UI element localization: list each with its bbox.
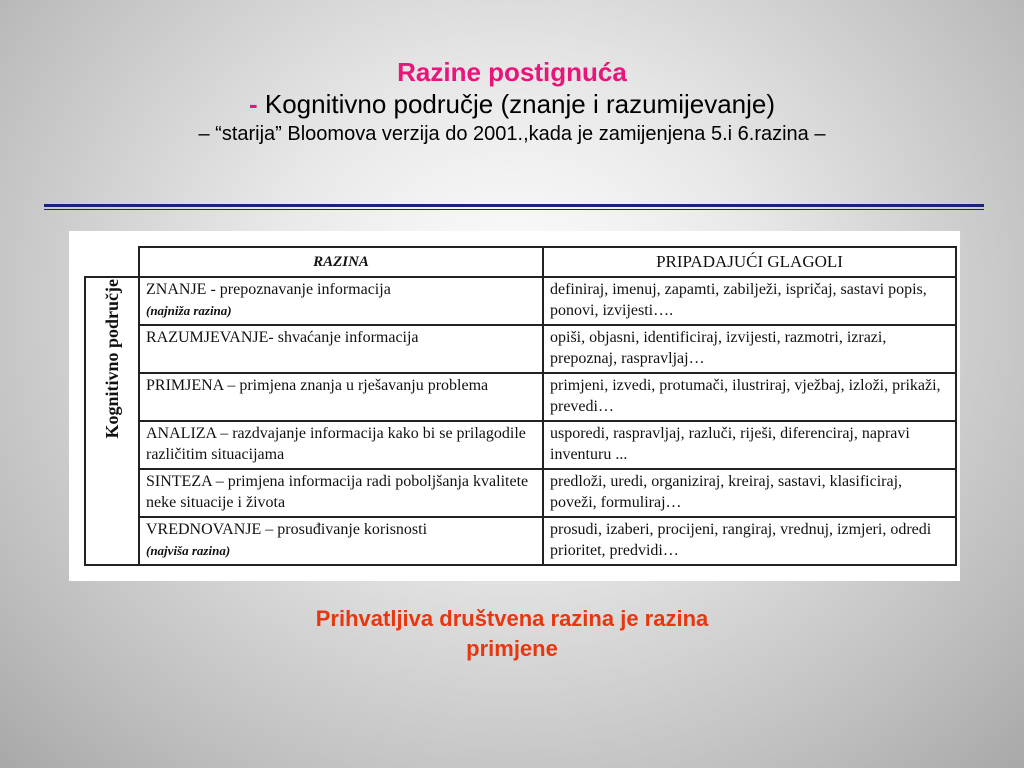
footer-line-2: primjene [466,636,558,661]
level-text: ANALIZA – razdvajanje informacija kako bi se prilagodile različitim situacijama [146,425,526,463]
level-text: ZNANJE - prepoznavanje informacija [146,281,391,298]
subtitle-text: Kognitivno područje (znanje i razumijevanje) [264,89,776,119]
level-text: SINTEZA – primjena informacija radi poboljšanja kvalitete neke situacije i života [146,473,529,511]
level-cell [139,469,543,517]
footer-note [0,604,1024,664]
bloom-table [84,246,957,566]
level-cell [139,373,543,421]
level-cell [139,325,543,373]
table-row [85,421,956,469]
verbs-cell: usporedi, raspravljaj, razluči, riješi, diferenciraj, napravi inventuru ... [543,421,956,469]
level-text: RAZUMJEVANJE- shvaćanje informacija [146,329,419,346]
verbs-cell: primjeni, izvedi, protumači, ilustriraj, vježbaj, izloži, prikaži, prevedi… [543,373,956,421]
verbs-cell: predloži, uredi, organiziraj, kreiraj, sastavi, klasificiraj, poveži, formuliraj… [543,469,956,517]
slide-title: Razine postignuća [397,57,627,87]
header-blank-cell [85,247,139,277]
table-row [85,325,956,373]
slide-note: – “starija” Bloomova verzija do 2001.,kada je zamijenjena 5.i 6.razina – [198,123,826,145]
verbs-cell: prosudi, izaberi, procijeni, rangiraj, vrednuj, izmjeri, odredi prioritet, predvidi… [543,517,956,565]
verbs-cell: opiši, objasni, identificiraj, izvijesti, razmotri, izrazi, prepoznaj, raspravljaj… [543,325,956,373]
header-level: RAZINA [139,247,543,277]
footer-line-1: Prihvatljiva društvena razina je razina [315,606,709,631]
slide-subtitle [0,88,1024,120]
level-cell [139,277,543,325]
level-cell [139,517,543,565]
bloom-table-image [69,231,960,581]
verbs-cell: definiraj, imenuj, zapamti, zabilježi, ispričaj, sastavi popis, ponovi, izvijesti…. [543,277,956,325]
header-verbs: PRIPADAJUĆI GLAGOLI [543,247,956,277]
level-text: PRIMJENA – primjena znanja u rješavanju problema [146,377,489,394]
table-row [85,277,956,325]
level-cell [139,421,543,469]
table-header-row [85,247,956,277]
title-divider-thin [44,209,984,210]
level-sub: (najniža razina) [146,303,232,318]
side-label-cell [85,277,139,565]
subtitle-dash: - [248,89,258,119]
title-divider [44,204,984,207]
table-row [85,469,956,517]
title-block [0,56,1024,148]
side-label: Kognitivno područje [101,279,122,439]
level-sub: (najviša razina) [146,543,231,558]
table-row [85,373,956,421]
table-row [85,517,956,565]
level-text: VREDNOVANJE – prosuđivanje korisnosti [146,521,428,538]
